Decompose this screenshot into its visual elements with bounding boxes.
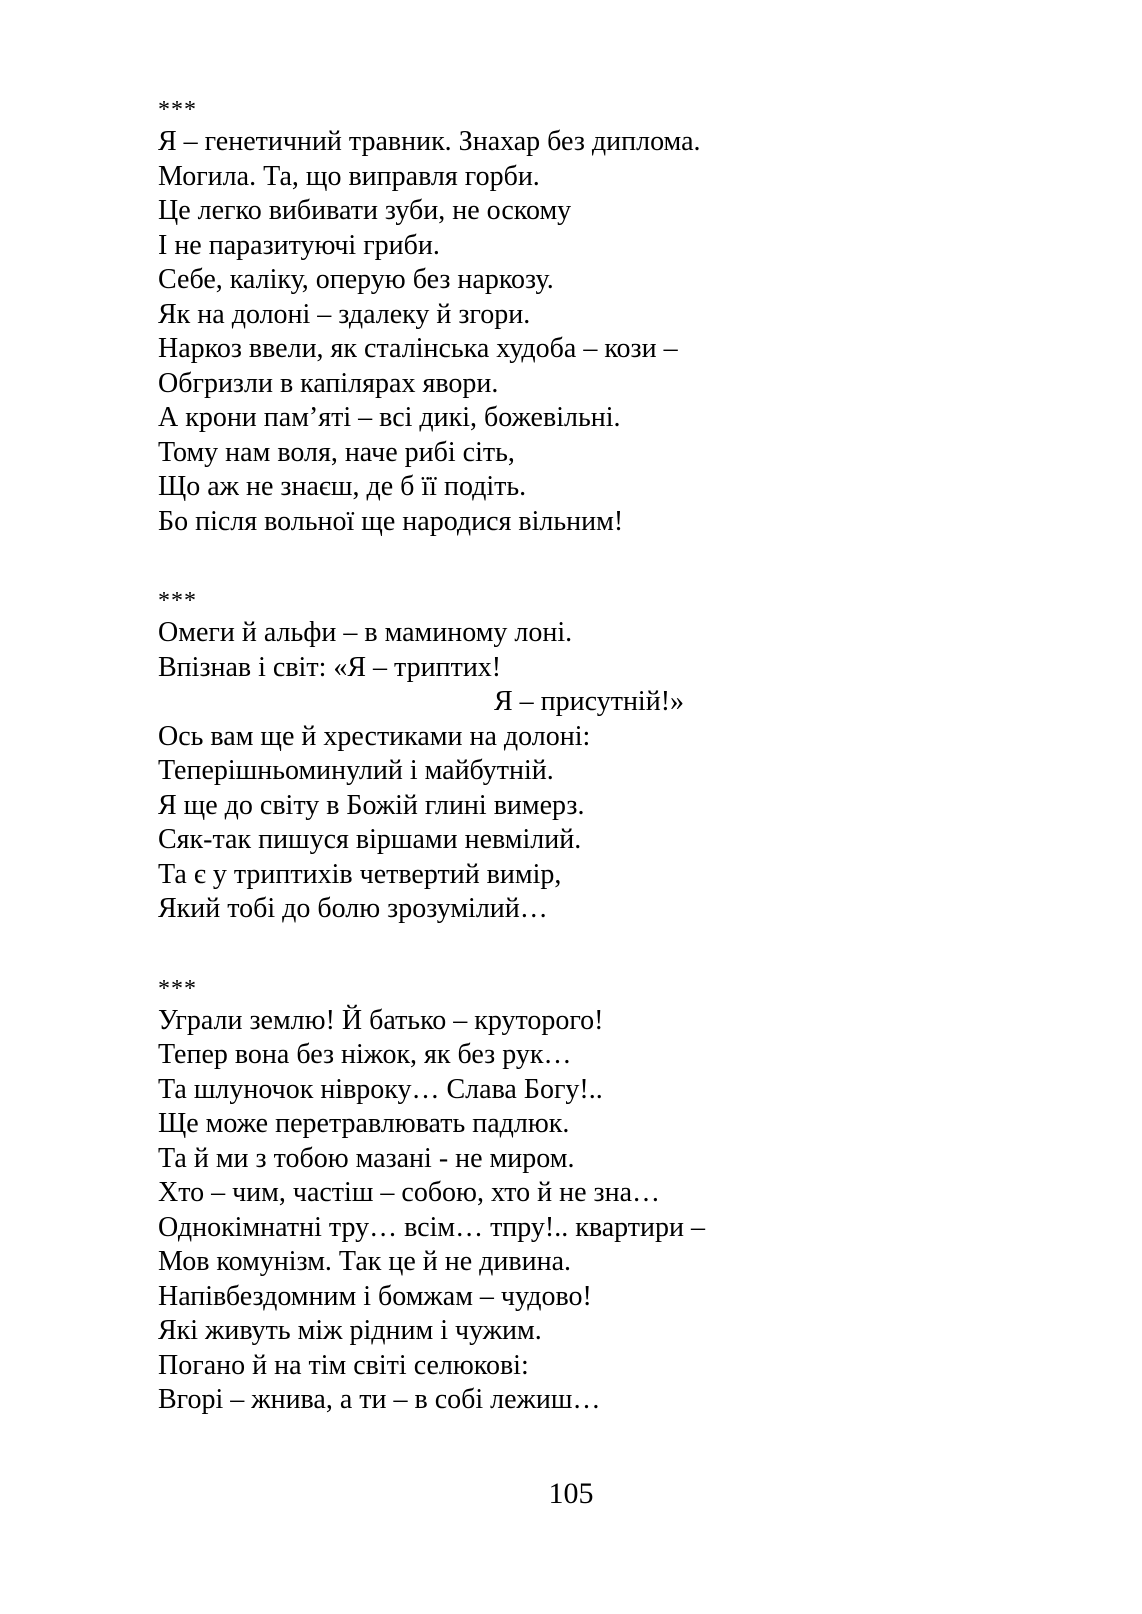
poem-3 [158, 974, 1038, 1418]
poem-line: Уграли землю! Й батько – круторого! [158, 1004, 604, 1036]
poem-line: Могила. Та, що виправля горби. [158, 160, 540, 192]
poem-line: Які живуть між рідним і чужим. [158, 1315, 542, 1346]
poem-separator: *** [158, 588, 197, 614]
poem-line: Ще може перетравлювать падлюк. [158, 1108, 570, 1139]
poem-line: Напівбездомним і бомжам – чудово! [158, 1280, 592, 1312]
poem-line: Мов комунізм. Так це й не дивина. [158, 1246, 572, 1277]
poem-line: Вгорі – жнива, а ти – в собі лежиш… [158, 1384, 601, 1415]
stanza-gap [158, 927, 1038, 974]
poem-separator: *** [158, 97, 197, 123]
poem-line: Тому нам воля, наче рибі сіть, [158, 436, 515, 468]
poem-line-indented: Я – присутній!» [494, 686, 685, 717]
poem-line: Це легко вибивати зуби, не оскому [158, 195, 572, 226]
page-content [158, 95, 1038, 1418]
poem-line: А крони пам’яті – всі дикі, божевільні. [158, 402, 621, 433]
poem-line: Однокімнатні тру… всім… тпру!.. квартири – [158, 1211, 705, 1243]
poem-line: Теперішньоминулий і майбутній. [158, 755, 554, 786]
poem-line: Погано й на тім світі селюкові: [158, 1349, 529, 1381]
poem-line: Наркоз ввели, як сталінська худоба – кози – [158, 333, 678, 364]
poem-line: Омеги й альфи – в маминому лоні. [158, 617, 573, 648]
poem-line: Тепер вона без ніжок, як без рук… [158, 1039, 572, 1070]
poem-line: Обгризли в капілярах явори. [158, 367, 499, 399]
poem-line: Хто – чим, частіш – собою, хто й не зна… [158, 1177, 661, 1208]
poem-2 [158, 586, 1038, 927]
poem-line: І не паразитуючі гриби. [158, 229, 440, 261]
poem-1 [158, 95, 1038, 539]
page-number: 105 [548, 1477, 594, 1510]
poem-line: Бо після вольної ще народися вільним! [158, 505, 624, 537]
poem-line: Ось вам ще й хрестиками на долоні: [158, 720, 591, 752]
poem-line: Сяк-так пишуся віршами невмілий. [158, 824, 582, 855]
poem-line: Та й ми з тобою мазані - не миром. [158, 1142, 575, 1174]
poem-line: Що аж не знаєш, де б її подіть. [158, 471, 527, 502]
stanza-gap [158, 539, 1038, 586]
poem-line: Як на долоні – здалеку й згори. [158, 298, 531, 330]
poem-line: Який тобі до болю зрозумілий… [158, 893, 548, 924]
poem-line: Впізнав і світ: «Я – триптих! [158, 651, 502, 683]
poem-line: Я – генетичний травник. Знахар без диплома. [158, 126, 701, 157]
poem-separator: *** [158, 975, 197, 1002]
poem-line: Та шлуночок нівроку… Слава Богу!.. [158, 1073, 603, 1105]
poem-line: Себе, каліку, оперую без наркозу. [158, 264, 554, 295]
poem-line: Та є у триптихів четвертий вимір, [158, 858, 562, 890]
poem-line: Я ще до світу в Божій глині вимерз. [158, 789, 585, 821]
